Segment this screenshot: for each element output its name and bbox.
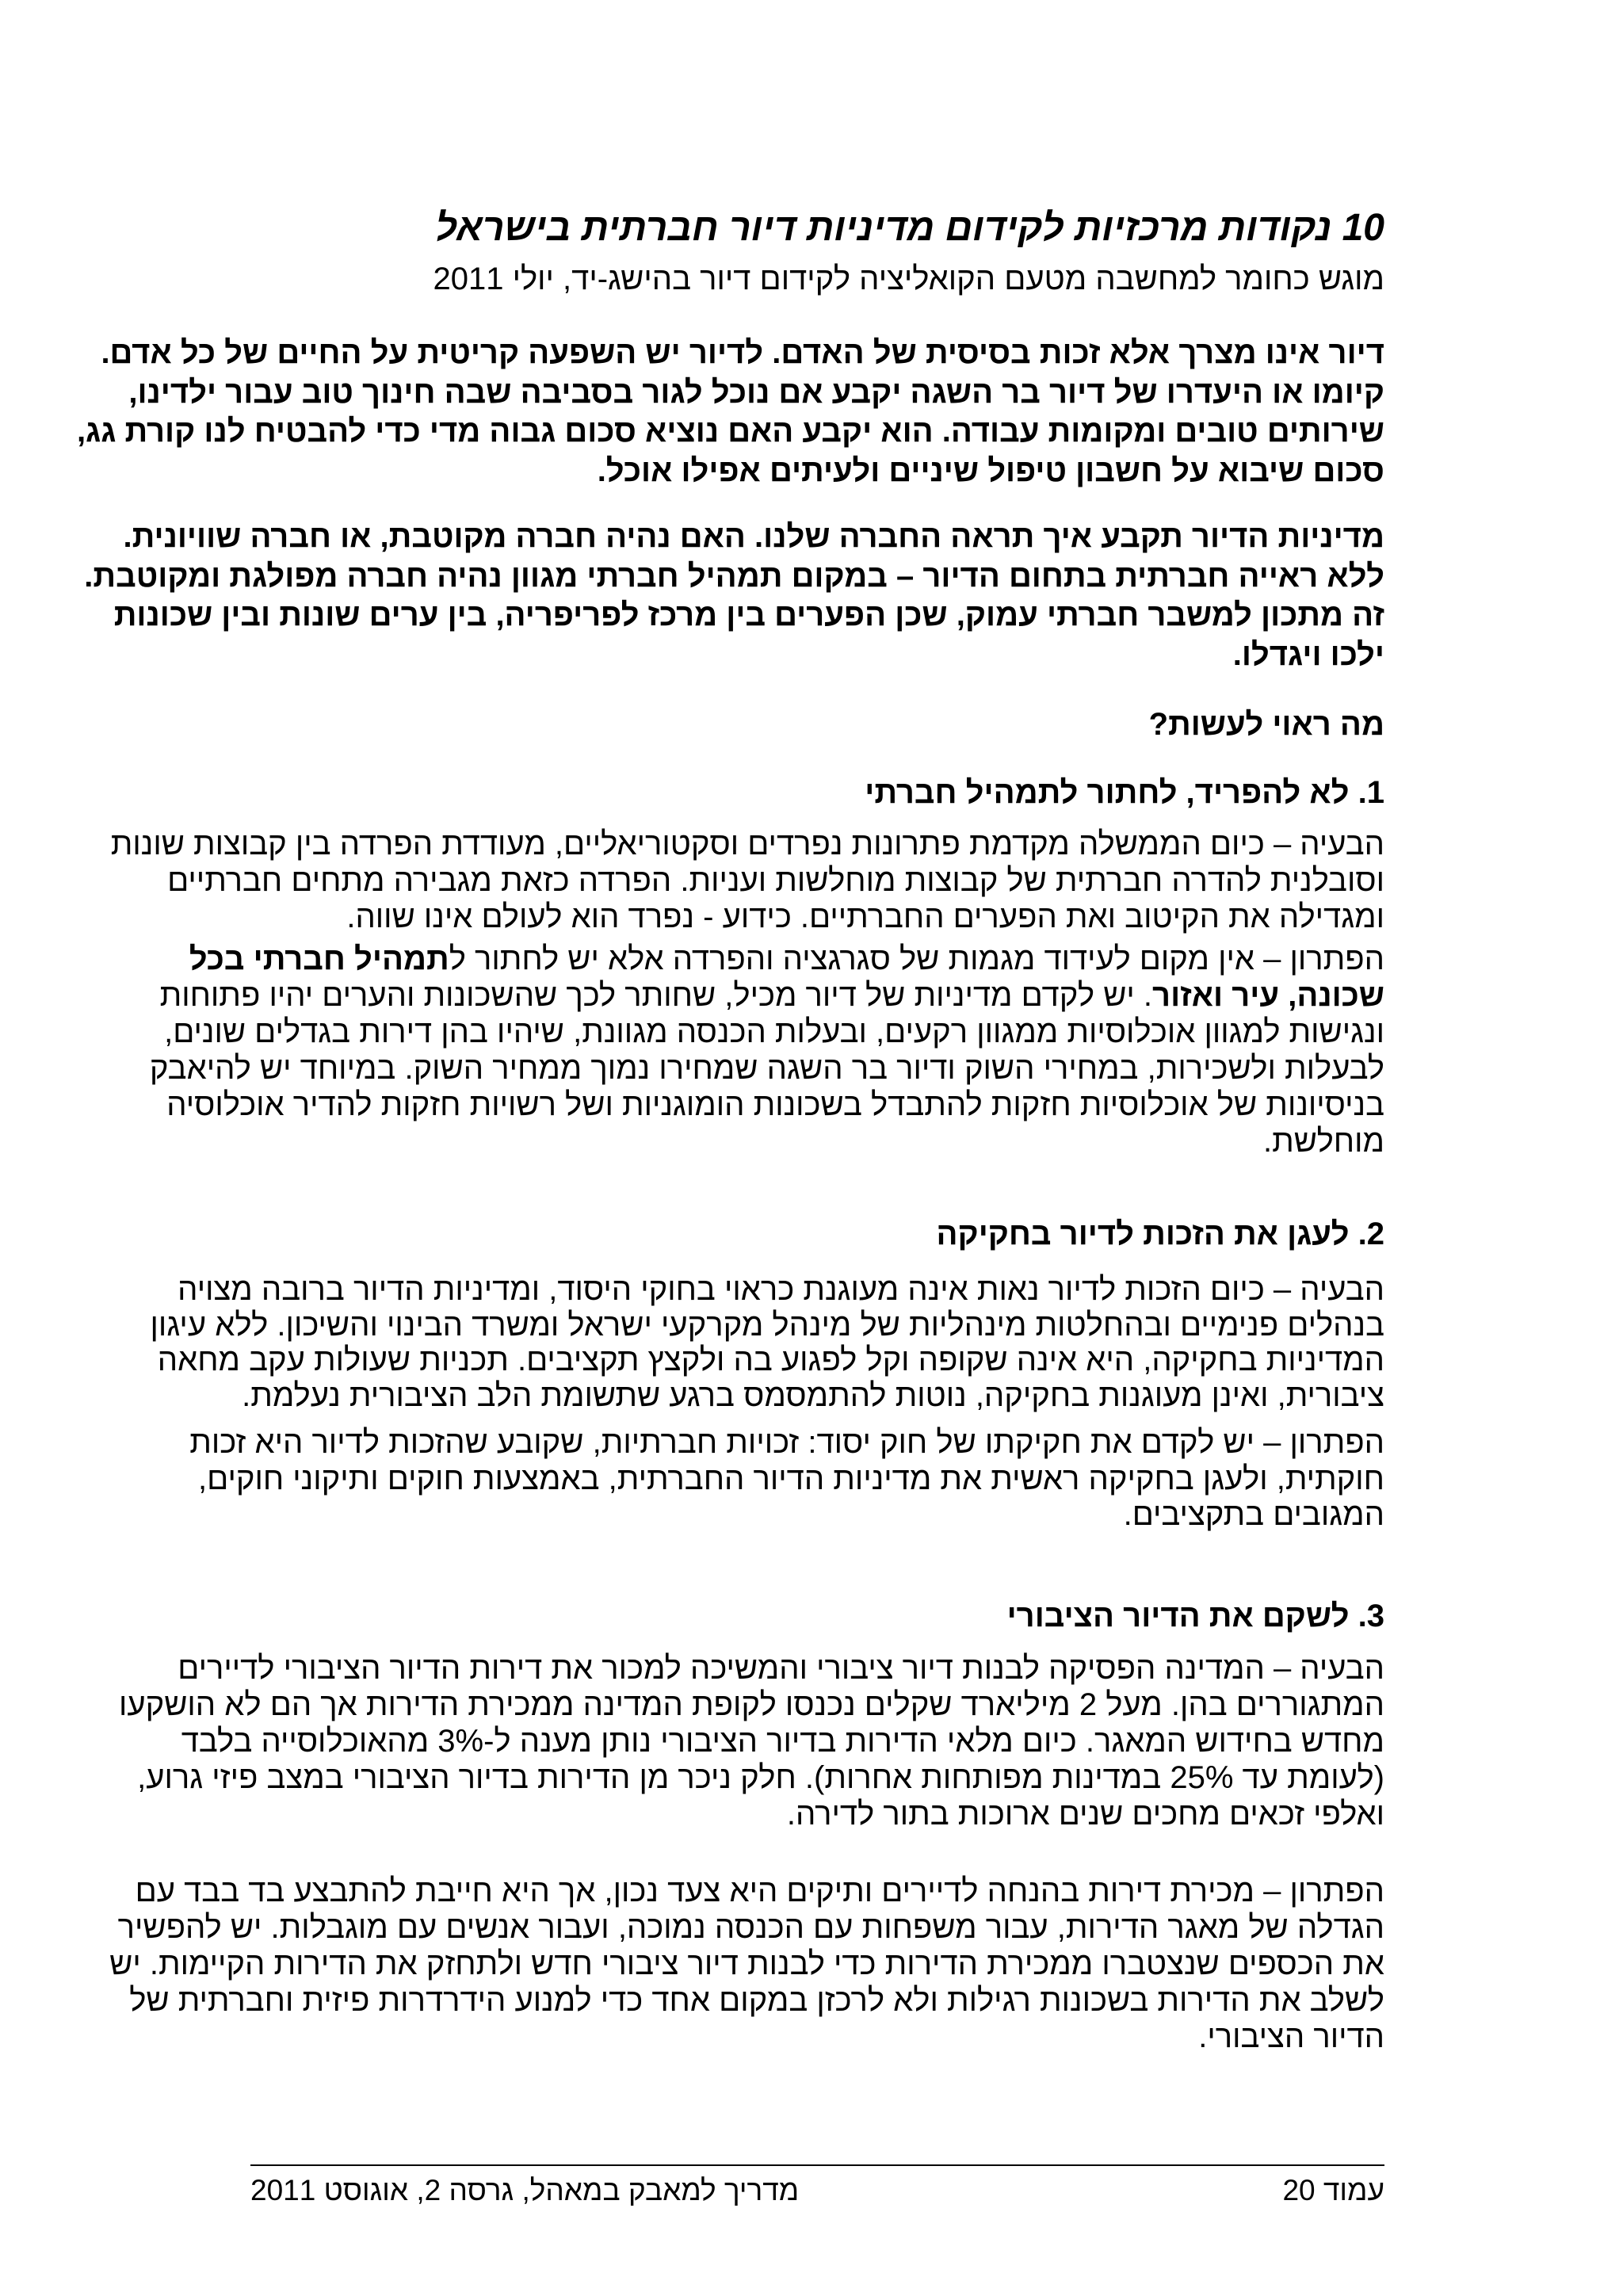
text-line: ילכו ויגדלו. (1232, 636, 1384, 672)
text-run: הפתרון – אין מקום לעידוד מגמות של סגרגציה והפרדה אלא יש לחתור ל (449, 942, 1384, 976)
text-line (189, 941, 1384, 977)
text-line: המגובים בתקציבים. (1123, 1497, 1384, 1532)
text-line: הבעיה – המדינה הפסיקה לבנות דיור ציבורי והמשיכה למכור את דירות הדיור הציבורי לדיירים (178, 1651, 1384, 1686)
text-line: הדיור הציבורי. (1198, 2019, 1384, 2054)
text-line: ונגישות למגוון אוכלוסיות ממגוון רקעים, ובעלות הכנסה מגוונת, שיהיו בהן דירות בגדלים שונים, (164, 1014, 1384, 1049)
text-line: מוחלשת. (1263, 1124, 1384, 1159)
text-line: המדיניות בחקיקה, היא אינה שקופה וקל לפגוע בה ולקצץ תקציבים. תכניות שעולות עקב מחאה (157, 1343, 1384, 1378)
text-line: הגדלה של מאגר הדירות, עבור משפחות עם הכנסה נמוכה, ועבור אנשים עם מוגבלות. יש להפשיר (117, 1910, 1384, 1945)
text-line: ללא ראייה חברתית בתחום הדיור – במקום תמהיל חברתי מגוון נהיה חברה מפולגת ומקוטבת. (84, 558, 1384, 594)
text-line: לבעלות ולשכירות, במחירי השוק ודיור בר השגה שמחירו נמוך ממחיר השוק. במיוחד יש להיאבק (149, 1051, 1384, 1086)
page-number: עמוד 20 (1282, 2174, 1384, 2206)
text-line: הפתרון – יש לקדם את חקיקתו של חוק יסוד: זכויות חברתיות, שקובע שהזכות לדיור היא זכות (189, 1425, 1384, 1460)
text-line: חוקתית, ולעגן בחקיקה ראשית את מדיניות הדיור החברתית, באמצעות חוקים ותיקוני חוקים, (198, 1461, 1384, 1496)
text-line: קיומו או היעדרו של דיור בר השגה יקבע אם נוכל לגור בסביבה שבה חינוך טוב עבור ילדינו, (128, 374, 1384, 410)
text-line: את הכספים שנצטברו ממכירת הדירות כדי לבנות דיור ציבורי חדש ולתחזק את הדירות הקיימות. יש (109, 1946, 1384, 1981)
bold-text: תמהיל חברתי בכל (189, 942, 449, 976)
section-1-heading: 1. לא להפריד, לחתור לתמהיל חברתי (865, 775, 1384, 810)
text-line: סכום שיבוא על חשבון טיפול שיניים ולעיתים אפילו אוכל. (597, 453, 1384, 488)
text-line: דיור אינו מצרך אלא זכות בסיסית של האדם. לדיור יש השפעה קריטית על החיים של כל אדם. (101, 335, 1384, 370)
text-line: (לעומת עד 25% במדינות מפותחות אחרות). חלק ניכר מן הדירות בדיור הציבורי במצב פיזי גרוע, (137, 1760, 1384, 1795)
text-line: הבעיה – כיום הזכות לדיור נאות אינה מעוגנת כראוי בחוקי היסוד, ומדיניות הדיור ברובה מצויה (178, 1272, 1384, 1307)
text-line: הפתרון – מכירת דירות בהנחה לדיירים ותיקים היא צעד נכון, אך היא חייבת להתבצע בד בבד עם (135, 1874, 1384, 1908)
section-2-problem (150, 1272, 1384, 1413)
section-1-solution (149, 941, 1384, 1159)
text-line: בניסיונות של אוכלוסיות חזקות להתבדל בשכונות הומוגניות ושל רשויות חזקות להדיר אוכלוסיה (166, 1087, 1384, 1122)
bold-text: שכונה, עיר ואזור (1152, 978, 1384, 1013)
text-line: המתגוררים בהן. מעל 2 מיליארד שקלים נכנסו לקופת המדינה ממכירת הדירות אך הם לא הושקעו (118, 1687, 1384, 1722)
document-title: 10 נקודות מרכזיות לקידום מדיניות דיור חברתית בישראל (435, 207, 1384, 249)
intro-paragraph-2 (84, 518, 1384, 674)
text-line: וסובלנית להדרה חברתית של קבוצות מוחלשות ועניות. הפרדה כזאת מגבירה מתחים חברתיים (167, 863, 1384, 898)
document-subtitle: מוגש כחומר למחשבה מטעם הקואליציה לקידום דיור בהישג-יד, יולי 2011 (433, 262, 1384, 296)
text-line: בנהלים פנימיים ובהחלטות מינהליות של מינהל מקרקעי ישראל ומשרד הבינוי והשיכון. ללא עיגון (150, 1307, 1384, 1343)
intro-paragraph-1 (76, 334, 1384, 491)
question-heading: מה ראוי לעשות? (1148, 707, 1384, 742)
section-3-problem (118, 1650, 1384, 1832)
text-line: ציבורית, ואינן מעוגנות בחקיקה, נוטות להתמסמס ברגע שתשומת הלב הציבורית נעלמת. (242, 1377, 1384, 1413)
text-line: מחדש בחידוש המאגר. כיום מלאי הדירות בדיור הציבורי נותן מענה ל-3% מהאוכלוסייה בלבד (181, 1724, 1384, 1759)
text-line: זה מתכון למשבר חברתי עמוק, שכן הפערים בין מרכז לפריפריה, בין ערים שונות ובין שכונות (113, 598, 1384, 632)
text-run: . יש לקדם מדיניות של דיור מכיל, שחותר לכך שהשכונות והערים יהיו פתוחות (159, 978, 1153, 1013)
text-line: מדיניות הדיור תקבע איך תראה החברה שלנו. האם נהיה חברה מקוטבת, או חברה שוויונית. (123, 519, 1384, 554)
footer-divider (250, 2164, 1384, 2166)
section-2-heading: 2. לעגן את הזכות לדיור בחקיקה (936, 1217, 1384, 1251)
section-3-solution (109, 1873, 1384, 2055)
section-3-heading: 3. לשקם את הדיור הציבורי (1006, 1599, 1384, 1633)
publication-info: מדריך למאבק במאהל, גרסה 2, אוגוסט 2011 (250, 2174, 800, 2206)
text-line (159, 977, 1384, 1014)
text-line: לשלב את הדירות בשכונות רגילות ולא לרכזן במקום אחד כדי למנוע הידרדרות פיזית וחברתית של (129, 1983, 1384, 2018)
section-1-problem (110, 826, 1384, 935)
text-line: ומגדילה את הקיטוב ואת הפערים החברתיים. כידוע - נפרד הוא לעולם אינו שווה. (346, 900, 1384, 934)
text-line: הבעיה – כיום הממשלה מקדמת פתרונות נפרדים וסקטוריאליים, מעודדת הפרדה בין קבוצות שונות (110, 827, 1384, 861)
page-footer (250, 2173, 1384, 2208)
text-line: ואלפי זכאים מחכים שנים ארוכות בתור לדירה. (786, 1797, 1384, 1832)
section-2-solution (189, 1425, 1384, 1534)
text-line: שירותים טובים ומקומות עבודה. הוא יקבע האם נוציא סכום גבוה מדי כדי להבטיח לנו קורת גג, (76, 414, 1384, 449)
